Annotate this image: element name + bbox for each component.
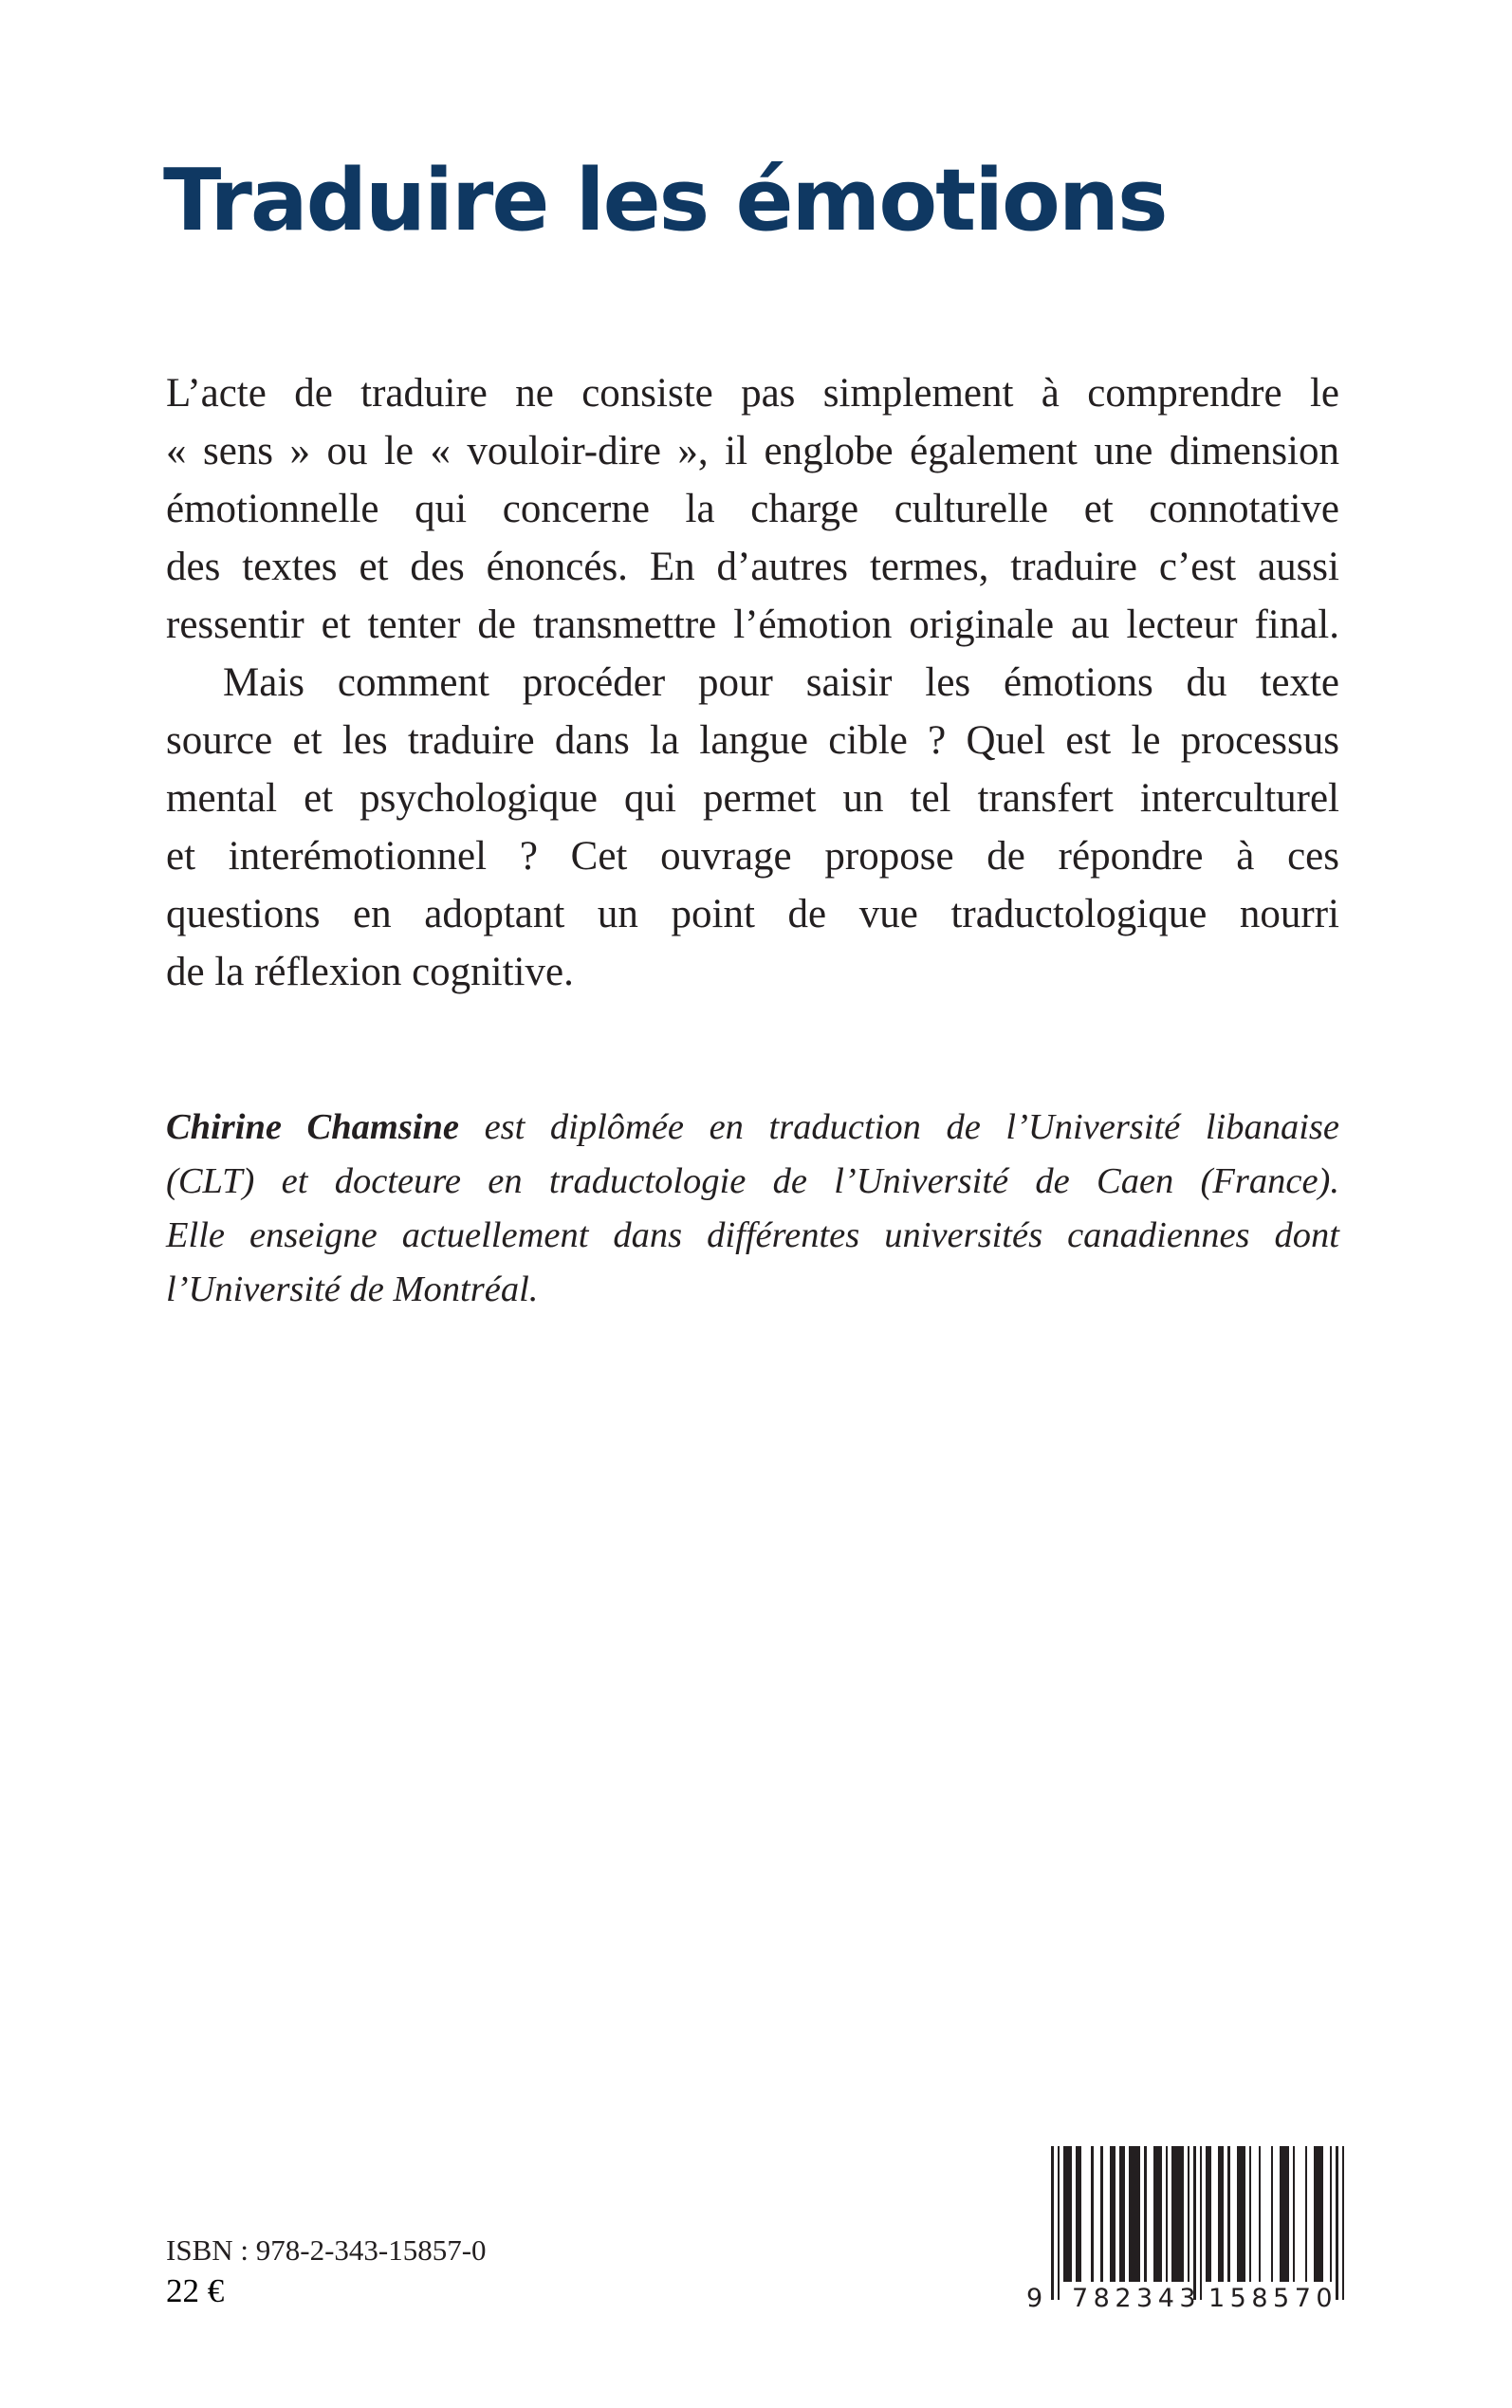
bio-text: est diplômée en traduction de l’Université libanaise [459, 1107, 1339, 1147]
text-line: questions en adoptant un point de vue traductologique nourri [166, 892, 1339, 936]
barcode-bar [1058, 2146, 1060, 2300]
barcode-bar [1342, 2146, 1345, 2300]
barcode-bar [1237, 2146, 1245, 2282]
barcode-bar [1249, 2146, 1252, 2282]
text-line: L’acte de traduire ne consiste pas simplement à comprendre le [166, 371, 1339, 416]
author-bio [166, 1101, 1339, 1317]
barcode-bar [1200, 2146, 1203, 2300]
bio-line: (CLT) et docteure en traductologie de l’Université de Caen (France). [166, 1161, 1339, 1201]
barcode-bars [1051, 2146, 1345, 2300]
barcode-bar [1227, 2146, 1230, 2282]
text-line: Mais comment procéder pour saisir les émotions du texte [223, 660, 1339, 705]
barcode-bar [1119, 2146, 1125, 2282]
barcode-bar [1305, 2146, 1308, 2282]
text-line: de la réflexion cognitive. [166, 950, 574, 994]
barcode-bar [1206, 2146, 1211, 2282]
barcode-bar [1259, 2146, 1262, 2282]
barcode-bar [1330, 2146, 1333, 2282]
text-line: émotionnelle qui concerne la charge culturelle et connotative [166, 487, 1339, 531]
barcode-bar [1314, 2146, 1322, 2282]
barcode-bar [1110, 2146, 1116, 2282]
barcode-bar [1271, 2146, 1274, 2282]
barcode-bar [1188, 2146, 1190, 2282]
barcode-bar [1144, 2146, 1147, 2282]
book-title: Traduire les émotions [163, 151, 1167, 250]
barcode-bar [1336, 2146, 1338, 2300]
price-label: 22 € [166, 2272, 225, 2309]
bio-line: l’Université de Montréal. [166, 1269, 539, 1309]
text-line: ressentir et tenter de transmettre l’émotion originale au lecteur final. [166, 602, 1339, 647]
barcode-bar [1218, 2146, 1224, 2282]
barcode-bar [1076, 2146, 1081, 2282]
summary-paragraph-2 [166, 654, 1339, 1001]
barcode-bar [1129, 2146, 1140, 2282]
text-line: et interémotionnel ? Cet ouvrage propose de répondre à ces [166, 834, 1339, 879]
barcode-first-digit: 9 [1026, 2284, 1043, 2313]
text-line: des textes et des énoncés. En d’autres termes, traduire c’est aussi [166, 545, 1339, 589]
bio-line [166, 1101, 1339, 1155]
barcode-bar [1153, 2146, 1162, 2282]
barcode-icon [1023, 2146, 1350, 2317]
barcode-bar [1166, 2146, 1169, 2282]
text-line: mental et psychologique qui permet un tel transfert interculturel [166, 776, 1339, 821]
text-line: source et les traduire dans la langue cible ? Quel est le processus [166, 718, 1339, 763]
barcode-bar [1051, 2146, 1054, 2300]
barcode-bar [1293, 2146, 1296, 2282]
text-line: « sens » ou le « vouloir-dire », il englobe également une dimension [166, 429, 1339, 473]
bio-line: Elle enseigne actuellement dans différentes universités canadiennes dont [166, 1215, 1339, 1255]
barcode-left-digits: 782343 [1072, 2284, 1202, 2313]
barcode-bar [1280, 2146, 1288, 2282]
summary-paragraph-1 [166, 364, 1339, 654]
barcode-bar [1193, 2146, 1196, 2300]
barcode-bar [1100, 2146, 1103, 2282]
barcode-bar [1091, 2146, 1094, 2282]
barcode-right-digits: 158570 [1208, 2284, 1338, 2313]
isbn-label: ISBN : 978-2-343-15857-0 [166, 2233, 487, 2267]
barcode-bar [1171, 2146, 1183, 2282]
author-name: Chirine Chamsine [166, 1107, 459, 1147]
barcode-bar [1063, 2146, 1072, 2282]
